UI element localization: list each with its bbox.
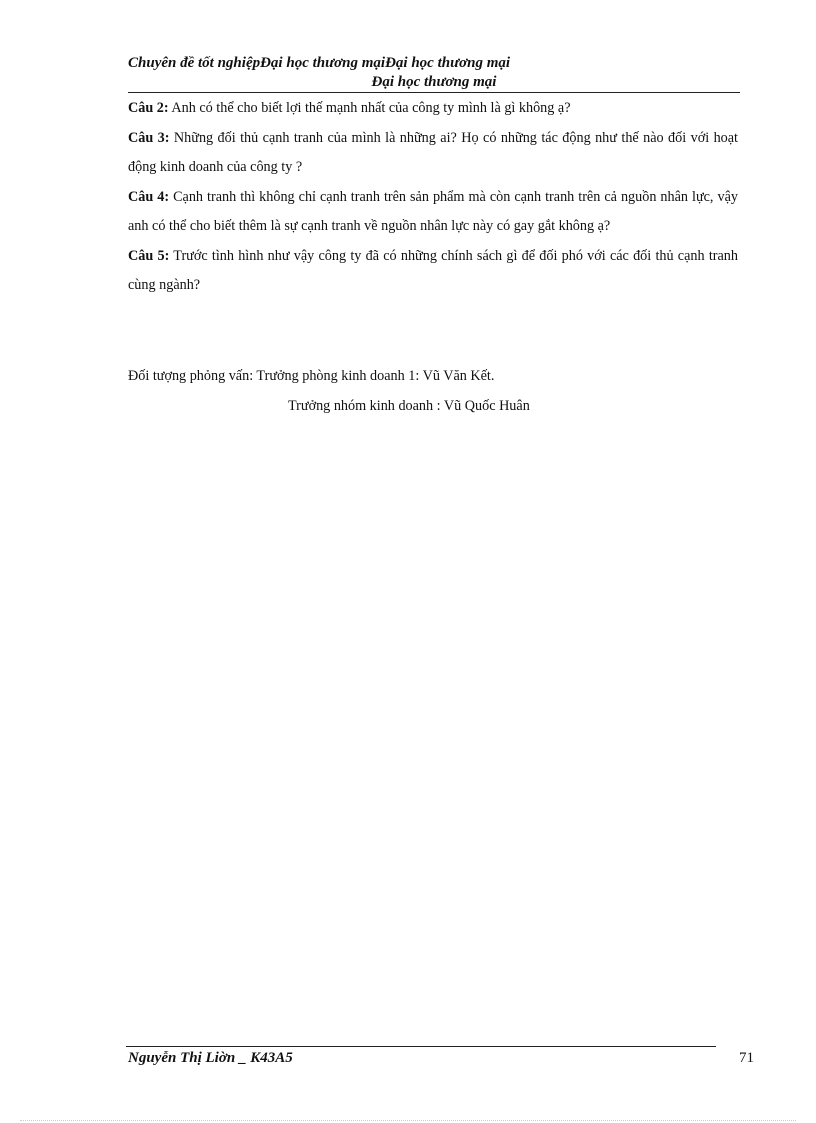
page-number: 71 (739, 1050, 754, 1066)
question-text: Cạnh tranh thì không chỉ cạnh tranh trên sản phẩm mà còn cạnh tranh trên cả nguồn nhân lực, vậy anh có thể cho biết thêm là sự cạnh tranh về nguồn nhân lực này có gay gắt không ạ? (128, 188, 738, 234)
page-header (128, 54, 740, 92)
question-item (128, 242, 738, 301)
question-label: Câu 5: (128, 247, 170, 264)
question-label: Câu 2: (128, 100, 169, 116)
header-title-line2: Đại học thương mại (371, 74, 497, 90)
question-item (128, 94, 738, 124)
footer-author: Nguyễn Thị Liờn _ K43A5 (128, 1050, 293, 1066)
header-title-line1: Chuyên đề tốt nghiệpĐại học thương mạiĐại học thương mại (128, 55, 511, 71)
question-label: Câu 3: (128, 129, 170, 146)
question-label: Câu 4: (128, 188, 170, 205)
question-text: Trước tình hình như vậy công ty đã có những chính sách gì để đối phó với các đối thủ cạnh tranh cùng ngành? (128, 247, 738, 293)
page-bottom-border (20, 1120, 796, 1121)
question-list (128, 94, 738, 301)
question-text: Những đối thủ cạnh tranh của mình là những ai? Họ có những tác động như thế nào đối với hoạt động kinh doanh của công ty ? (128, 129, 738, 175)
question-text: Anh có thể cho biết lợi thế mạnh nhất của công ty mình là gì không ạ? (168, 100, 571, 116)
interview-subject-line1: Đối tượng phỏng vấn: Trưởng phòng kinh doanh 1: Vũ Văn Kết. (128, 368, 495, 384)
question-item (128, 183, 738, 242)
question-item (128, 124, 738, 183)
interview-subjects (128, 362, 530, 421)
header-divider (128, 92, 740, 93)
footer-divider (126, 1046, 716, 1047)
interview-subject-line2: Trưởng nhóm kinh doanh : Vũ Quốc Huân (288, 397, 530, 414)
